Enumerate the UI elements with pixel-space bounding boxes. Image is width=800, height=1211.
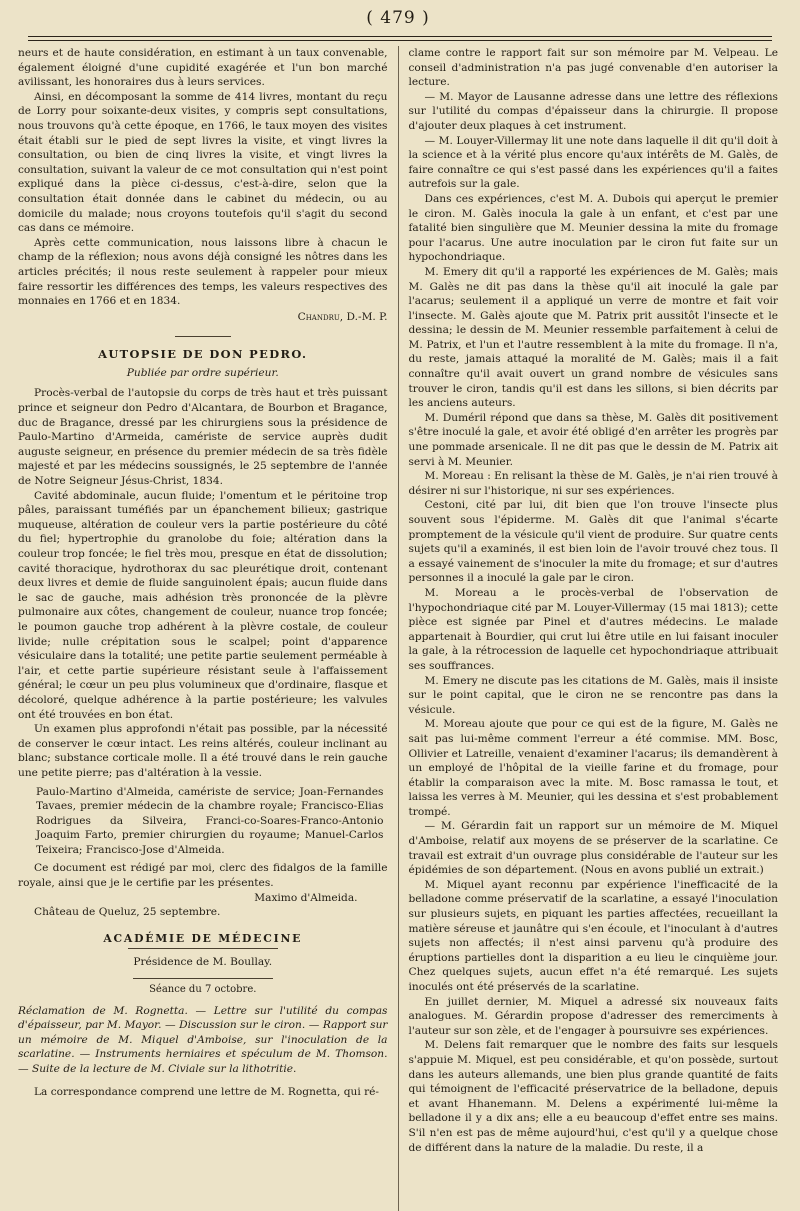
paragraph: — M. Gérardin fait un rapport sur un mémoire de M. Miquel d'Amboise, relatif aux moyens de se préserver de la scarlatine. Ce travail est extrait d'un ouvrage plus considérable de l'auteur sur les épidémies de son département. (Nous en avons publié un extrait.) — [408, 820, 778, 877]
paragraph: Procès-verbal de l'autopsie du corps de très haut et très puissant prince et seigneur don Pedro d'Alcantara, de Bourbon et Bragance, duc de Bragance, dressé par les chirurgiens sous la présidence de Paulo-Martino d'Armeida, camériste de service auprès dudit auguste seigneur, en présence du premier médecin de sa très fidèle majesté et par les médecins soussignés, le 25 septembre de l'année de Notre Seigneur Jésus-Christ, 1834. — [18, 387, 388, 488]
session-date: Séance du 7 octobre. — [149, 984, 257, 996]
paragraph: clame contre le rapport fait sur son mémoire par M. Velpeau. Le conseil d'administration n'a pas jugé convenable d'en autoriser la lecture. — [408, 47, 778, 89]
section-subtitle: Publiée par ordre supérieur. — [126, 366, 279, 379]
paragraph: Ce document est rédigé par moi, clerc des fidalgos de la famille royale, ainsi que je le certifie par les présentes. — [18, 862, 388, 890]
section-divider — [175, 336, 231, 337]
paragraph: Dans ces expériences, c'est M. A. Dubois qui aperçut le premier le ciron. M. Galès inocula la gale à un enfant, et c'est par une fatalité bien singulière que M. Meunier dessina la mite du fromage pour l'acarus. Une autre inoculation par le ciron fut faite sur un hypochondriaque. — [408, 192, 778, 264]
place-date: Château de Queluz, 25 septembre. — [34, 906, 221, 919]
header-rule-thin — [28, 40, 772, 41]
two-column-body — [18, 46, 778, 1211]
paragraph: M. Emery ne discute pas les citations de M. Galès, mais il insiste sur le point capital, que le ciron ne se rencontre pas dans la vésicule. — [408, 674, 778, 716]
page-header — [18, 0, 778, 40]
author-signature: Chandru, D.-M. P. — [297, 310, 388, 323]
paragraph: — M. Louyer-Villermay lit une note dans laquelle il dit qu'il doit à la science et à la vérité plus encore qu'aux intérêts de M. Galès, de faire connaître ce qui s'est passé dans les expériences qu'il a faites autrefois sur la gale. — [408, 134, 778, 191]
header-rule-thick — [28, 36, 772, 37]
session-summary: Réclamation de M. Rognetta. — Lettre sur l'utilité du compas d'épaisseur, par M. Mayor. — Discussion sur le ciron. — Rapport sur un mémoire de M. Miquel d'Amboise, sur l'inoculation de la scarlatine. — Instruments herniaires et spéculum de M. Thomson. — Suite de la lecture de M. Civiale sur la lithotritie. — [18, 1004, 388, 1075]
left-column — [18, 46, 398, 1211]
paragraph: M. Delens fait remarquer que le nombre des faits sur lesquels s'appuie M. Miquel, est peu considérable, et qu'on possède, surtout dans les auteurs allemands, une bien plus grande quantité de faits qui témoignent de l'efficacité préservatrice de la belladone, depuis et avant Hhanemann. M. Delens a expérimenté lui-même la belladone il y a dix ans; elle a eu beaucoup d'effet entre ses mains. S'il n'en est pas de même aujourd'hui, c'est qu'il y a quelque chose de différent dans la nature de la maladie. Du reste, il a — [408, 1039, 778, 1154]
paragraph: M. Moreau ajoute que pour ce qui est de la figure, M. Galès ne sait pas lui-même comment l'erreur a été commise. MM. Bosc, Ollivier et Latreille, venaient d'examiner l'acarus; ils demandèrent à un employé de l'hôpital de la vieille farine et du fromage, pour établir la comparaison avec la mite. M. Bosc ramassa le tout, et laissa les verres à M. Meunier, qui les dessina et s'est probablement trompé. — [408, 718, 778, 818]
presidency-line: Présidence de M. Boullay. — [133, 956, 273, 969]
page-number: ( 479 ) — [366, 8, 430, 28]
paragraph: Ainsi, en décomposant la somme de 414 livres, montant du reçu de Lorry pour soixante-deux visites, y compris sept consultations, nous trouvons qu'à cette époque, en 1766, le taux moyen des visites était établi sur le pied de sept livres la visite, et vingt livres la consultation, ou bien de cinq livres la visite, et vingt livres la consultation, suivant la valeur de ce mot consultation qui n'est point expliqué dans la pièce ci-dessus, c'est-à-dire, selon que la consultation était donnée dans le cabinet du médecin, ou au domicile du malade; nous croyons toutefois qu'il s'agit du second cas dans ce mémoire. — [18, 90, 388, 235]
paragraph: M. Moreau a le procès-verbal de l'observation de l'hypochondriaque cité par M. Louyer-Villermay (15 mai 1813); cette pièce est signée par Pinel et d'autres médecins. Le malade appartenait à Bourdier, qui crut lui être utile en lui faisant inoculer la gale, à la rétrocession de laquelle cet hypochondriaque attribuait ses souffrances. — [408, 586, 778, 672]
paragraph: La correspondance comprend une lettre de M. Rognetta, qui ré- — [34, 1085, 380, 1098]
paragraph: — M. Mayor de Lausanne adresse dans une lettre des réflexions sur l'utilité du compas d'épaisseur dans la chirurgie. Il propose d'ajouter deux plaques à cet instrument. — [408, 90, 778, 132]
attestor-name: Maximo d'Almeida. — [254, 891, 358, 904]
section-title-autopsy: AUTOPSIE DE DON PEDRO. — [98, 347, 308, 362]
session-divider — [133, 978, 273, 979]
paragraph: Un examen plus approfondi n'était pas possible, par la nécessité de conserver le cœur intact. Les reins altérés, couleur inclinant au blanc; substance corticale molle. Il a été trouvé dans le rein gauche une petite pierre; pas d'altération à la vessie. — [18, 723, 388, 779]
paragraph: M. Emery dit qu'il a rapporté les expériences de M. Galès; mais M. Galès ne dit pas dans la thèse qu'il ait inoculé la gale par l'acarus; seulement il a appliqué un verre de montre et fait voir l'insecte. M. Galès ajoute que M. Patrix prit aussitôt l'insecte et le dessina; le dessin de M. Meunier ressemble parfaitement à celui de M. Patrix, et l'un et l'autre ressemblent à la mite du fromage. Il n'a, du reste, jamais attaqué la moralité de M. Galès; mais il a fait connaître qu'il avait ouvert un grand nombre de vésicules sans trouver le ciron, tandis qu'il est dans les sillons, si bien décrits par les anciens auteurs. — [408, 265, 778, 410]
paragraph: M. Miquel ayant reconnu par expérience l'inefficacité de la belladone comme préservatif de la scarlatine, a essayé l'inoculation sur plusieurs sujets, en piquant les parties affectées, recueillant la matière séreuse et jaunâtre qui s'en écoule, et l'inoculant à d'autres sujets non affectés; il n'est ainsi parvenu qu'à produire des éruptions partielles dont la disparition a eu lieu le cinquième jour. Chez quelques sujets, aucun effet n'a été remarqué. Les sujets inoculés ont été préservés de la scarlatine. — [408, 878, 778, 993]
paragraph: Après cette communication, nous laissons libre à chacun le champ de la réflexion; nous avons déjà consigné les nôtres dans les articles précités; il nous reste seulement à rappeler pour mieux faire ressortir les différences des temps, les valeurs respectives des monnaies en 1766 et en 1834. — [18, 236, 388, 308]
paragraph: M. Moreau : En relisant la thèse de M. Galès, je n'ai rien trouvé à désirer ni sur l'historique, ni sur ses expériences. — [408, 470, 778, 497]
paragraph: Cavité abdominale, aucun fluide; l'omentum et le péritoine trop pâles, paraissant tuméfiés par un épanchement bilieux; gastrique muqueuse, altération de couleur vers la partie postérieure du côté du fiel; hypertrophie du granolobe du foie; altération dans la couleur trop foncée; le fiel très mou, presque en état de dissolution; cavité thoracique, hydrothorax du sac pleurétique droit, contenant deux livres et demie de fluide sanguinolent épais; aucun fluide dans le sac de gauche, mais adhésion très prononcée de la plèvre pulmonaire aux côtes, changement de couleur, nuance trop foncée; le poumon gauche trop adhérent à la plèvre costale, de couleur livide; nulle crépitation sous le scalpel; point d'apparence vésiculaire dans la totalité; une petite partie seulement perméable à l'air, et cette partie supérieure résistant seule à l'affaissement général; le cœur un peu plus volumineux que d'ordinaire, flasque et décoloré, quelque adhérence à la partie postérieure; les valvules ont été trouvées en bon état. — [18, 489, 388, 721]
paragraph: En juillet dernier, M. Miquel a adressé six nouveaux faits analogues. M. Gérardin propose d'adresser des remerciments à l'auteur sur son zèle, et de l'engager à poursuivre ses expériences. — [408, 995, 778, 1037]
signatories-list: Paulo-Martino d'Almeida, camériste de service; Joan-Fernandes Tavaes, premier médecin de la chambre royale; Francisco-Elias Rodrigues da Silveira, Franci-co-Soares-Franco-Antonio Joaquim Farto, premier chirurgien du royaume; Manuel-Carlos Teixeira; Francisco-Jose d'Almeida. — [36, 785, 384, 856]
section-title-academy: ACADÉMIE DE MÉDECINE — [18, 932, 388, 950]
paragraph: Cestoni, cité par lui, dit bien que l'on trouve l'insecte plus souvent sous l'épiderme. M. Galès dit que l'animal s'écarte promptement de la vésicule qu'il vient de produire. Sur quatre cents sujets qu'il a examinés, il est bien loin de l'avoir trouvé chez tous. Il a essayé vainement de s'inoculer la mite du fromage; et sur d'autres personnes il a inoculé la gale par le ciron. — [408, 499, 778, 585]
paragraph: M. Duméril répond que dans sa thèse, M. Galès dit positivement s'être inoculé la gale, et avoir été obligé d'en arrêter les progrès par une pommade arsenicale. Il ne dit pas que le dessin de M. Patrix ait servi à M. Meunier. — [408, 411, 778, 468]
paragraph: neurs et de haute considération, en estimant à un taux convenable, également éloigné d'une cupidité exagérée et l'un bon marché avilissant, les honoraires dus à leurs services. — [18, 47, 388, 89]
right-column — [399, 46, 779, 1211]
